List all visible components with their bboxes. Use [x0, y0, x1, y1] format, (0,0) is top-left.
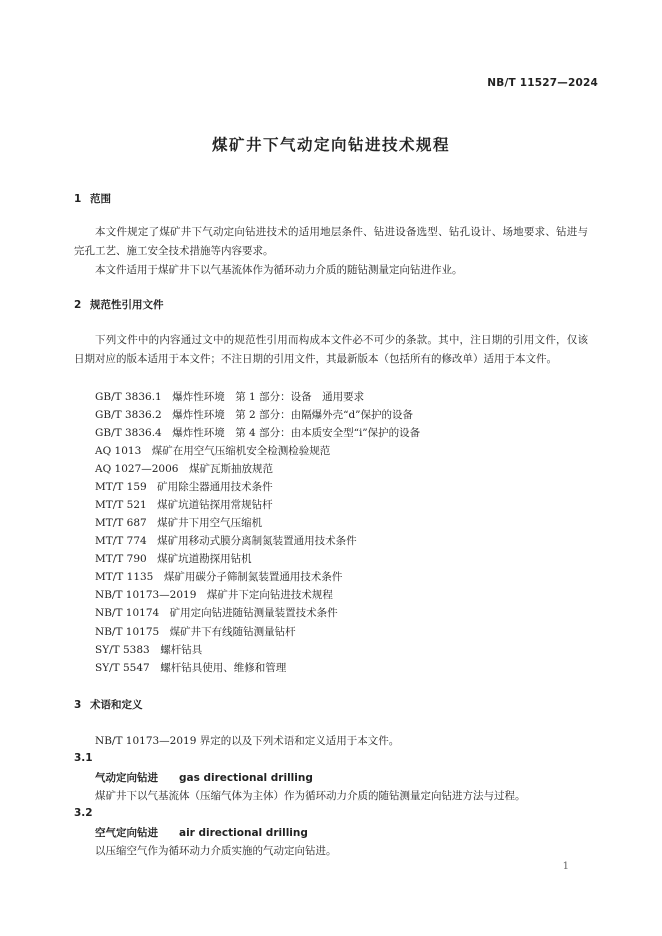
reference-item: SY/T 5547 螺杆钻具使用、维修和管理	[95, 662, 287, 674]
reference-item: MT/T 687 煤矿井下用空气压缩机	[95, 517, 263, 529]
reference-item: MT/T 790 煤矿坑道勘探用钻机	[95, 553, 252, 565]
document-title: 煤矿井下气动定向钻进技术规程	[211, 136, 450, 154]
term-definition: 以压缩空气作为循环动力介质实施的气动定向钻进。	[95, 845, 337, 857]
term-chinese: 气动定向钻进	[95, 772, 158, 784]
section-number: 2	[74, 299, 82, 311]
reference-item: AQ 1027—2006 煤矿瓦斯抽放规范	[95, 463, 273, 475]
term-chinese: 空气定向钻进	[95, 827, 158, 839]
paragraph: 本文件适用于煤矿井下以气基流体作为循环动力介质的随钻测量定向钻进作业。	[95, 264, 463, 276]
reference-item: NB/T 10175 煤矿井下有线随钻测量钻杆	[95, 626, 296, 638]
section-number: 1	[74, 193, 82, 205]
reference-item: AQ 1013 煤矿在用空气压缩机安全检测检验规范	[95, 445, 331, 457]
reference-item: GB/T 3836.2 爆炸性环境 第 2 部分：由隔爆外壳“d”保护的设备	[95, 409, 414, 421]
reference-item: MT/T 521 煤矿坑道钻探用常规钻杆	[95, 499, 273, 511]
clause-number: 3.2	[74, 807, 93, 819]
paragraph: 本文件规定了煤矿井下气动定向钻进技术的适用地层条件、钻进设备选型、钻孔设计、场地要求、钻进与完孔工艺、施工安全技术措施等内容要求。	[74, 226, 588, 257]
term-definition: 煤矿井下以气基流体（压缩气体为主体）作为循环动力介质的随钻测量定向钻进方法与过程。	[95, 790, 526, 802]
reference-item: MT/T 159 矿用除尘器通用技术条件	[95, 481, 273, 493]
term-entry	[95, 825, 308, 840]
page-number: 1	[562, 861, 569, 872]
reference-item: GB/T 3836.4 爆炸性环境 第 4 部分：由本质安全型“i”保护的设备	[95, 427, 421, 439]
section-title: 术语和定义	[90, 699, 143, 711]
section-heading-terms-definitions	[74, 697, 143, 712]
standard-code: NB/T 11527—2024	[487, 77, 598, 89]
section-title: 范围	[90, 193, 111, 205]
section-number: 3	[74, 699, 82, 711]
term-entry	[95, 770, 313, 785]
reference-item: SY/T 5383 螺杆钻具	[95, 644, 203, 656]
section-heading-normative-references	[74, 297, 164, 312]
term-english: air directional drilling	[179, 827, 308, 839]
paragraph: 下列文件中的内容通过文中的规范性引用而构成本文件必不可少的条款。其中，注日期的引用文件，仅该日期对应的版本适用于本文件；不注日期的引用文件，其最新版本（包括所有的修改单）适用于本文件。	[74, 334, 588, 365]
reference-item: GB/T 3836.1 爆炸性环境 第 1 部分：设备 通用要求	[95, 391, 365, 403]
reference-item: MT/T 774 煤矿用移动式膜分离制氮装置通用技术条件	[95, 535, 357, 547]
reference-item: NB/T 10174 矿用定向钻进随钻测量装置技术条件	[95, 607, 338, 619]
section-title: 规范性引用文件	[90, 299, 164, 311]
section-heading-scope	[74, 191, 111, 206]
paragraph: NB/T 10173—2019 界定的以及下列术语和定义适用于本文件。	[95, 735, 400, 747]
clause-number: 3.1	[74, 752, 93, 764]
reference-item: MT/T 1135 煤矿用碳分子筛制氮装置通用技术条件	[95, 571, 343, 583]
term-english: gas directional drilling	[179, 772, 313, 784]
reference-item: NB/T 10173—2019 煤矿井下定向钻进技术规程	[95, 589, 333, 601]
